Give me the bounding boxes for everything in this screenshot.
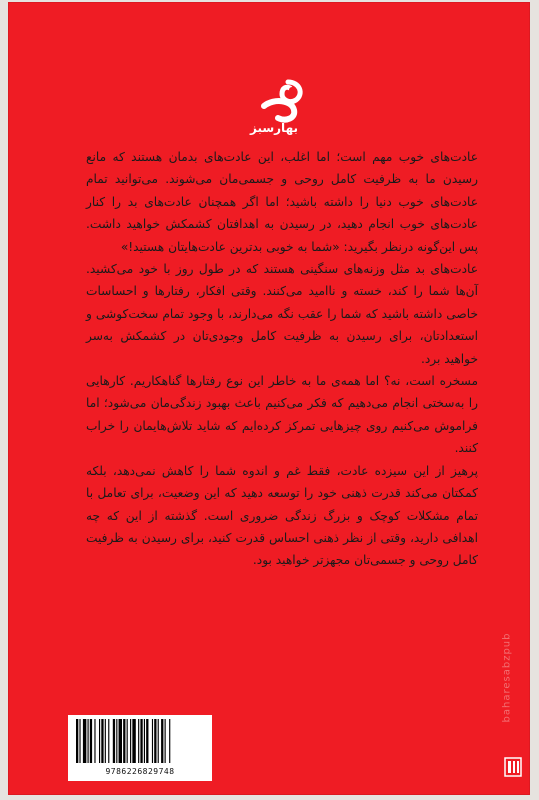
- book-back-cover: [8, 2, 530, 795]
- barcode-bar: [99, 719, 100, 763]
- barcode-bar: [127, 719, 128, 763]
- barcode-bar: [158, 719, 159, 763]
- barcode-bar: [140, 719, 142, 763]
- blurb-paragraph-4: پرهیز از این سیزده عادت، فقط غم و اندوه شما را کاهش نمی‌دهد، بلکه کمکتان می‌کند قدرت ذهنی خود را توسعه دهید که این وضعیت، برای تعامل با تمام مشکلات کوچک و بزرگ زندگی ضروری است. گذشته از این که چه اهدافی دارید، وقتی از نظر ذهنی احساس قدرت کنید، برای رسیدن به ظرفیت کامل روحی و جسمی‌تان مجهزتر خواهید بود.: [86, 463, 478, 568]
- publisher-name: بهارسبز: [249, 121, 298, 135]
- blurb-paragraph-1: عادت‌های خوب مهم است؛ اما اغلب، این عادت‌های بدمان هستند که مانع رسیدن ما به ظرفیت کامل روحی و جسمی‌مان می‌شوند. می‌توانید تمام عادت‌های خوب دنیا را داشته باشید؛ اما اگر همچنان عادت‌های بد را کنار عادت‌های خوب انجام دهید، در رسیدن به اهدافتان کشمکش خواهید داشت. پس این‌گونه درنظر بگیرید: «شما به خوبی بدترین عادت‌هایتان هستید!»: [86, 150, 478, 254]
- barcode-bar: [146, 719, 148, 763]
- publisher-website-text: baharesabzpub: [501, 632, 513, 722]
- barcode-bar: [154, 719, 156, 763]
- barcode-bar: [152, 719, 153, 763]
- barcode-bar: [108, 719, 109, 763]
- barcode-bar: [130, 719, 131, 763]
- barcode: [68, 715, 212, 781]
- barcode-bar: [161, 719, 163, 763]
- barcode-bar: [101, 719, 103, 763]
- blurb-paragraph-2: عادت‌های بد مثل وزنه‌های سنگینی هستند که در طول روز با خود می‌کشید. آن‌ها شما را کند، خسته و ناامید می‌کنند. وقتی افکار، رفتارها و احساسات خاصی داشته باشید که شما را عقب نگه می‌دارند، با وجود تمام سخت‌کوشی و استعدادتان، برای رسیدن به ظرفیت کامل وجودی‌تان در کشمکش به‌سر خواهید برد.: [86, 262, 478, 366]
- isbn-number: 9786226829748: [105, 767, 175, 776]
- barcode-bar: [83, 719, 86, 763]
- blurb-paragraph-3: مسخره است، نه؟ اما همه‌ی ما به خاطر این نوع رفتارها گناهکاریم. کارهایی را به‌سختی انجام می‌دهیم که فکر می‌کنیم باعث بهبود زندگی‌مان می‌شود؛ اما فراموش می‌کنیم روی چیزهایی تمرکز کرده‌ایم که شاید تلاش‌هایمان را خراب کنند.: [86, 374, 478, 456]
- barcode-bar: [138, 719, 139, 763]
- barcode-bar: [88, 719, 89, 763]
- barcode-bar: [144, 719, 145, 763]
- publisher-mark-icon: [504, 756, 522, 778]
- barcode-bar: [113, 719, 115, 763]
- barcode-bar: [94, 719, 95, 763]
- barcode-bar: [165, 719, 166, 763]
- barcode-icon: [74, 719, 206, 765]
- barcode-bar: [76, 719, 78, 763]
- barcode-bar: [79, 719, 80, 763]
- barcode-bar: [105, 719, 106, 763]
- barcode-bar: [90, 719, 92, 763]
- barcode-bar: [116, 719, 117, 763]
- barcode-bar: [119, 719, 122, 763]
- barcode-bar: [132, 719, 135, 763]
- barcode-bar: [169, 719, 170, 763]
- blurb-text: [86, 146, 478, 572]
- barcode-bar: [123, 719, 125, 763]
- publisher-website: [491, 602, 523, 752]
